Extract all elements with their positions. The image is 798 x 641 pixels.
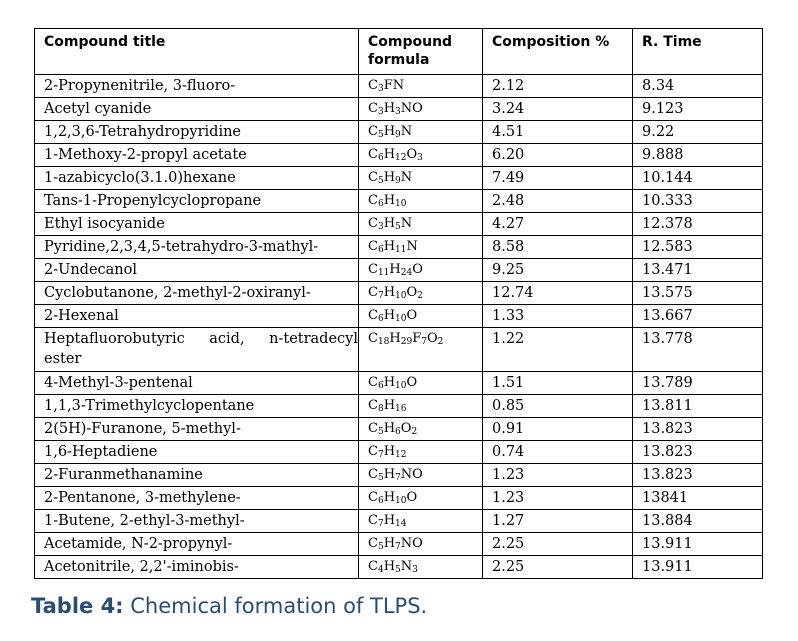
header-compound-formula: Compound formula <box>359 29 483 75</box>
formula-subscript: 3 <box>377 107 384 117</box>
table-caption <box>31 594 427 618</box>
header-composition: Composition % <box>483 29 633 75</box>
formula-element: O <box>406 490 418 505</box>
table-row <box>35 213 763 236</box>
composition-cell: 2.48 <box>483 190 633 213</box>
formula-subscript: 6 <box>377 314 384 324</box>
formula-element: H <box>383 193 396 208</box>
table-row <box>35 372 763 395</box>
composition-cell: 0.74 <box>483 441 633 464</box>
composition-cell: 2.25 <box>483 533 633 556</box>
r-time-cell: 13841 <box>633 487 763 510</box>
caption-label: Table 4: <box>31 594 124 618</box>
composition-cell: 2.25 <box>483 556 633 579</box>
formula-subscript: 3 <box>377 222 384 232</box>
composition-cell: 1.33 <box>483 305 633 328</box>
formula-subscript: 4 <box>377 565 384 575</box>
composition-cell: 1.22 <box>483 328 633 372</box>
formula-subscript: 10 <box>395 291 407 301</box>
formula-subscript: 14 <box>395 519 407 529</box>
formula-element: NO <box>400 467 423 482</box>
compound-formula-cell <box>359 487 483 510</box>
compound-formula-cell <box>359 510 483 533</box>
compound-name-cell: 2-Hexenal <box>35 305 359 328</box>
formula-subscript: 7 <box>395 542 401 552</box>
formula-element: O <box>400 421 412 436</box>
compound-formula-cell <box>359 282 483 305</box>
formula-element: H <box>383 467 396 482</box>
composition-cell: 7.49 <box>483 167 633 190</box>
compound-name-cell: Acetamide, N-2-propynyl- <box>35 533 359 556</box>
formula-element: C <box>368 490 378 505</box>
compound-formula-cell <box>359 305 483 328</box>
compound-formula-cell <box>359 121 483 144</box>
compound-name-cell: Pyridine,2,3,4,5-tetrahydro-3-mathyl- <box>35 236 359 259</box>
r-time-cell: 13.823 <box>633 464 763 487</box>
table-row <box>35 464 763 487</box>
compound-name-cell: Tans-1-Propenylcyclopropane <box>35 190 359 213</box>
formula-element: F <box>412 331 422 346</box>
header-compound-title: Compound title <box>35 29 359 75</box>
formula-element: NO <box>400 101 423 116</box>
compound-name-cell: 1,1,3-Trimethylcyclopentane <box>35 395 359 418</box>
compound-formula-cell <box>359 441 483 464</box>
r-time-cell: 13.823 <box>633 418 763 441</box>
formula-element: C <box>368 124 378 139</box>
composition-cell: 1.23 <box>483 464 633 487</box>
formula-element: N <box>406 239 418 254</box>
formula-subscript: 7 <box>395 473 401 483</box>
formula-element: C <box>368 262 378 277</box>
compound-formula-cell <box>359 395 483 418</box>
formula-element: C <box>368 285 378 300</box>
composition-cell: 4.51 <box>483 121 633 144</box>
formula-element: NO <box>400 536 423 551</box>
compound-formula-cell <box>359 144 483 167</box>
formula-element: O <box>406 308 418 323</box>
r-time-cell: 13.778 <box>633 328 763 372</box>
compound-formula-cell <box>359 372 483 395</box>
compound-name-cell: 1-Butene, 2-ethyl-3-methyl- <box>35 510 359 533</box>
formula-subscript: 7 <box>377 291 384 301</box>
formula-subscript: 6 <box>377 245 384 255</box>
r-time-cell: 13.471 <box>633 259 763 282</box>
compound-name-cell: 1,6-Heptadiene <box>35 441 359 464</box>
compound-formula-cell <box>359 190 483 213</box>
formula-element: C <box>368 375 378 390</box>
formula-element: C <box>368 239 378 254</box>
r-time-cell: 10.333 <box>633 190 763 213</box>
table-row <box>35 167 763 190</box>
formula-element: H <box>383 536 396 551</box>
formula-subscript: 5 <box>395 222 401 232</box>
formula-element: H <box>383 421 396 436</box>
compound-name-cell: Heptafluorobutyric acid, n-tetradecyl ester <box>35 328 359 372</box>
formula-element: O <box>406 375 418 390</box>
formula-subscript: 5 <box>377 130 384 140</box>
formula-element: H <box>383 147 396 162</box>
table-row <box>35 441 763 464</box>
compound-formula-cell <box>359 556 483 579</box>
formula-subscript: 6 <box>377 199 384 209</box>
formula-element: H <box>383 444 396 459</box>
table-row <box>35 121 763 144</box>
r-time-cell: 13.823 <box>633 441 763 464</box>
formula-element: H <box>389 262 401 277</box>
formula-element: N <box>400 170 413 185</box>
table-row <box>35 533 763 556</box>
table-row <box>35 328 763 372</box>
compound-formula-cell <box>359 259 483 282</box>
formula-element: N <box>400 559 413 574</box>
compound-name-cell: Acetonitrile, 2,2'-iminobis- <box>35 556 359 579</box>
table-row <box>35 418 763 441</box>
formula-element: C <box>368 467 378 482</box>
table-row <box>35 556 763 579</box>
formula-element: H <box>383 239 396 254</box>
composition-cell: 8.58 <box>483 236 633 259</box>
composition-cell: 4.27 <box>483 213 633 236</box>
formula-element: H <box>383 285 396 300</box>
formula-subscript: 3 <box>395 107 401 117</box>
formula-element: H <box>383 375 396 390</box>
compound-name-cell: 2(5H)-Furanone, 5-methyl- <box>35 418 359 441</box>
formula-subscript: 3 <box>377 84 384 94</box>
formula-element: H <box>383 513 396 528</box>
formula-subscript: 2 <box>411 427 418 437</box>
formula-element: FN <box>383 78 405 93</box>
r-time-cell: 13.911 <box>633 556 763 579</box>
table-row <box>35 236 763 259</box>
formula-subscript: 18 <box>377 337 390 347</box>
formula-element: C <box>368 170 378 185</box>
formula-subscript: 29 <box>400 337 413 347</box>
composition-cell: 0.91 <box>483 418 633 441</box>
composition-cell: 1.23 <box>483 487 633 510</box>
formula-element: C <box>368 308 378 323</box>
formula-subscript: 2 <box>417 291 423 301</box>
formula-subscript: 12 <box>395 450 407 460</box>
formula-element: C <box>368 216 378 231</box>
formula-element: C <box>368 331 378 346</box>
compound-name-cell: 2-Propynenitrile, 3-fluoro- <box>35 75 359 98</box>
r-time-cell: 13.911 <box>633 533 763 556</box>
formula-element: H <box>383 398 396 413</box>
formula-subscript: 3 <box>417 153 423 163</box>
table-row <box>35 510 763 533</box>
table-row <box>35 75 763 98</box>
compound-name-cell: 1-azabicyclo(3.1.0)hexane <box>35 167 359 190</box>
table-body <box>35 75 763 579</box>
formula-element: O <box>406 147 418 162</box>
table-row <box>35 305 763 328</box>
formula-subscript: 5 <box>377 427 384 437</box>
r-time-cell: 12.583 <box>633 236 763 259</box>
compound-formula-cell <box>359 236 483 259</box>
r-time-cell: 10.144 <box>633 167 763 190</box>
composition-cell: 6.20 <box>483 144 633 167</box>
formula-element: H <box>383 490 396 505</box>
compound-name-cell: Cyclobutanone, 2-methyl-2-oxiranyl- <box>35 282 359 305</box>
compound-name-cell: 4-Methyl-3-pentenal <box>35 372 359 395</box>
formula-element: O <box>406 285 418 300</box>
r-time-cell: 13.789 <box>633 372 763 395</box>
formula-element: H <box>383 216 396 231</box>
compound-formula-cell <box>359 533 483 556</box>
formula-element: O <box>426 331 438 346</box>
compound-table-container <box>34 28 762 579</box>
formula-element: C <box>368 147 378 162</box>
table-row <box>35 259 763 282</box>
composition-cell: 1.51 <box>483 372 633 395</box>
table-row <box>35 282 763 305</box>
formula-element: C <box>368 513 378 528</box>
r-time-cell: 13.811 <box>633 395 763 418</box>
formula-subscript: 5 <box>377 542 384 552</box>
formula-subscript: 11 <box>377 268 390 278</box>
formula-element: N <box>400 216 413 231</box>
formula-subscript: 3 <box>412 565 418 575</box>
composition-cell: 9.25 <box>483 259 633 282</box>
formula-subscript: 12 <box>395 153 407 163</box>
formula-subscript: 9 <box>395 130 401 140</box>
compound-name-cell: 1-Methoxy-2-propyl acetate <box>35 144 359 167</box>
table-row <box>35 487 763 510</box>
formula-subscript: 6 <box>377 496 384 506</box>
r-time-cell: 13.575 <box>633 282 763 305</box>
formula-element: O <box>412 262 423 277</box>
composition-cell: 0.85 <box>483 395 633 418</box>
formula-element: C <box>368 444 378 459</box>
formula-subscript: 10 <box>395 496 407 506</box>
r-time-cell: 9.123 <box>633 98 763 121</box>
formula-subscript: 8 <box>377 404 384 414</box>
compound-formula-cell <box>359 213 483 236</box>
table-header-row <box>35 29 763 75</box>
formula-subscript: 9 <box>395 176 401 186</box>
formula-subscript: 10 <box>395 314 407 324</box>
formula-element: H <box>383 124 396 139</box>
r-time-cell: 8.34 <box>633 75 763 98</box>
caption-text: Chemical formation of TLPS. <box>123 594 428 618</box>
formula-subscript: 5 <box>395 565 401 575</box>
compound-formula-cell <box>359 75 483 98</box>
compound-name-cell: 2-Furanmethanamine <box>35 464 359 487</box>
r-time-cell: 9.22 <box>633 121 763 144</box>
compound-name-cell: 2-Pentanone, 3-methylene- <box>35 487 359 510</box>
formula-element: H <box>383 101 396 116</box>
compound-formula-cell <box>359 418 483 441</box>
formula-subscript: 11 <box>395 245 407 255</box>
formula-subscript: 2 <box>437 337 444 347</box>
composition-cell: 12.74 <box>483 282 633 305</box>
r-time-cell: 12.378 <box>633 213 763 236</box>
formula-element: C <box>368 536 378 551</box>
formula-element: C <box>368 193 378 208</box>
table-row <box>35 395 763 418</box>
compound-name-cell: Ethyl isocyanide <box>35 213 359 236</box>
composition-cell: 2.12 <box>483 75 633 98</box>
formula-subscript: 24 <box>400 268 413 278</box>
compound-formula-cell <box>359 464 483 487</box>
formula-subscript: 10 <box>395 199 407 209</box>
formula-element: H <box>383 559 396 574</box>
composition-cell: 1.27 <box>483 510 633 533</box>
r-time-cell: 9.888 <box>633 144 763 167</box>
compound-formula-cell <box>359 328 483 372</box>
formula-element: C <box>368 559 378 574</box>
formula-element: H <box>383 308 396 323</box>
formula-subscript: 5 <box>377 473 384 483</box>
header-r-time: R. Time <box>633 29 763 75</box>
table-row <box>35 144 763 167</box>
compound-formula-cell <box>359 98 483 121</box>
formula-subscript: 16 <box>395 404 407 414</box>
r-time-cell: 13.884 <box>633 510 763 533</box>
formula-element: C <box>368 101 378 116</box>
table-row <box>35 98 763 121</box>
formula-element: C <box>368 421 378 436</box>
formula-element: N <box>400 124 413 139</box>
formula-subscript: 6 <box>377 153 384 163</box>
formula-subscript: 7 <box>421 337 427 347</box>
formula-subscript: 7 <box>377 450 384 460</box>
formula-element: C <box>368 398 378 413</box>
composition-cell: 3.24 <box>483 98 633 121</box>
formula-element: C <box>368 78 378 93</box>
compound-name-cell: 2-Undecanol <box>35 259 359 282</box>
formula-element: H <box>383 170 396 185</box>
compound-name-cell: 1,2,3,6-Tetrahydropyridine <box>35 121 359 144</box>
table-row <box>35 190 763 213</box>
formula-subscript: 6 <box>395 427 401 437</box>
formula-subscript: 5 <box>377 176 384 186</box>
compound-formula-cell <box>359 167 483 190</box>
formula-element: H <box>389 331 401 346</box>
formula-subscript: 10 <box>395 381 407 391</box>
formula-subscript: 7 <box>377 519 384 529</box>
r-time-cell: 13.667 <box>633 305 763 328</box>
compound-table <box>34 28 763 579</box>
compound-name-cell: Acetyl cyanide <box>35 98 359 121</box>
formula-subscript: 6 <box>377 381 384 391</box>
